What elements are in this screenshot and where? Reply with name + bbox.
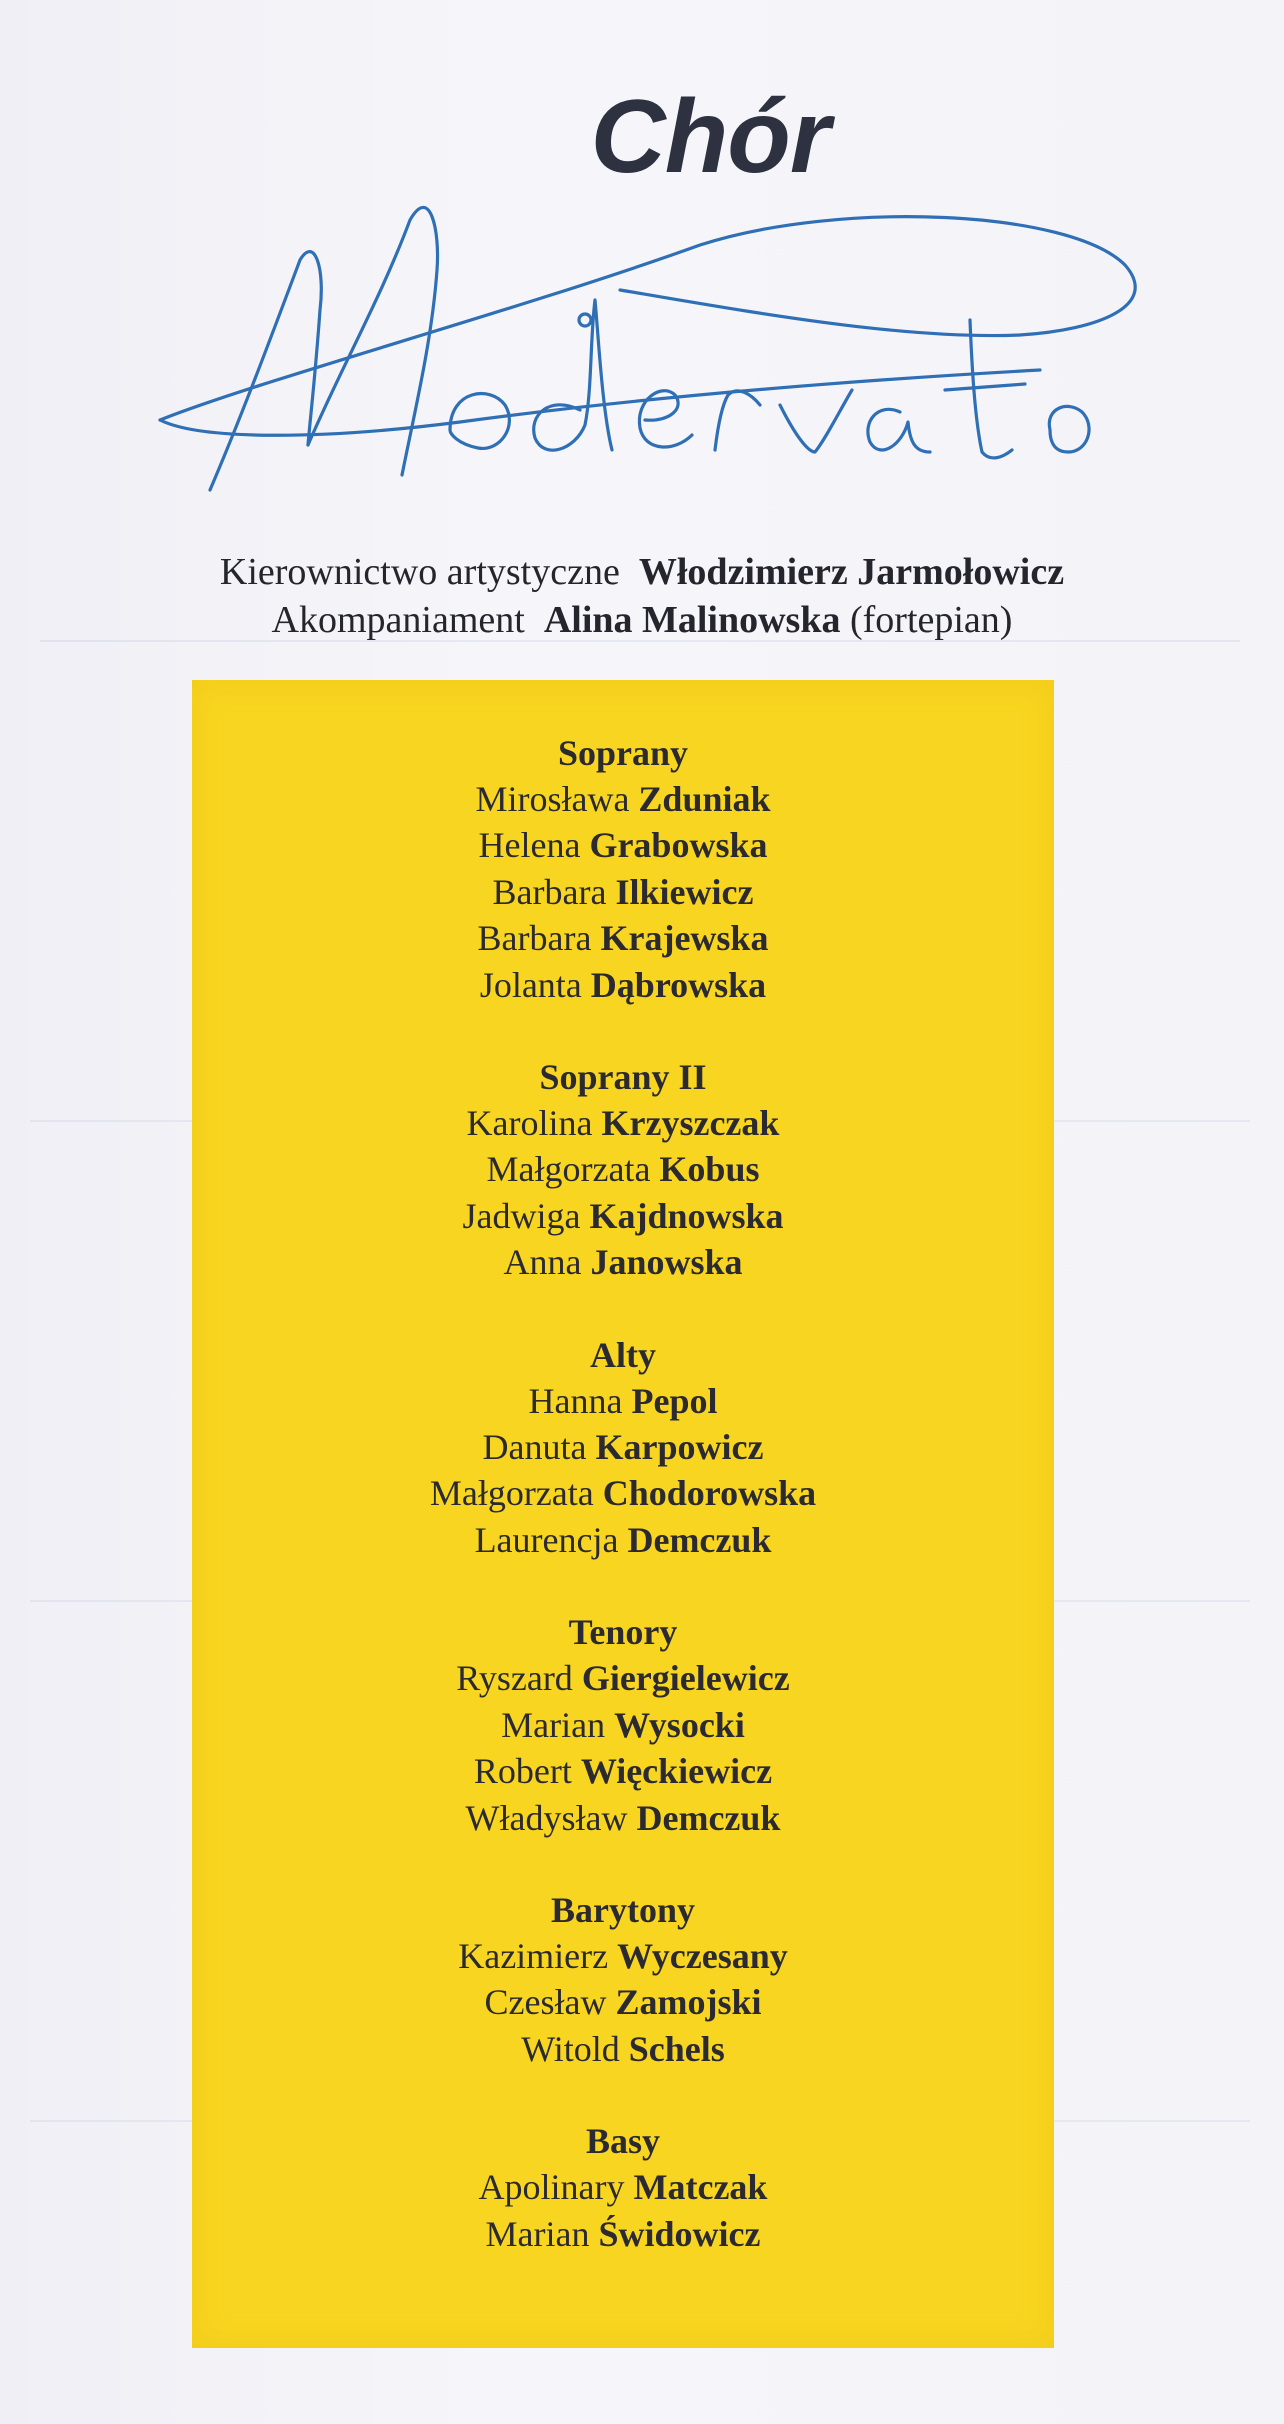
member-name	[192, 1100, 1054, 1146]
member-first-name: Laurencja	[474, 1519, 619, 1560]
member-name	[192, 869, 1054, 915]
member-surname: Giergielewicz	[581, 1658, 790, 1699]
member-first-name: Ryszard	[456, 1658, 573, 1699]
member-first-name: Helena	[478, 825, 581, 866]
moderato-signature	[140, 190, 1160, 530]
member-name	[192, 1748, 1054, 1794]
member-first-name: Jadwiga	[462, 1195, 581, 1236]
member-name	[192, 1470, 1054, 1516]
member-surname: Kajdnowska	[589, 1195, 784, 1236]
voice-section	[192, 1054, 1054, 1286]
voice-section	[192, 1887, 1054, 2072]
section-title: Alty	[590, 1334, 656, 1375]
member-name	[192, 1933, 1054, 1979]
member-first-name: Apolinary	[478, 2167, 625, 2208]
director-label: Kierownictwo artystyczne	[219, 551, 620, 593]
credits-block	[0, 548, 1284, 644]
member-surname: Janowska	[590, 1242, 743, 1283]
voice-section	[192, 1332, 1054, 1564]
section-title: Tenory	[568, 1612, 678, 1653]
member-surname: Demczuk	[636, 1797, 781, 1838]
member-surname: Zamojski	[615, 1982, 762, 2023]
member-name	[192, 776, 1054, 822]
member-name	[192, 2211, 1054, 2257]
member-surname: Kobus	[659, 1149, 760, 1190]
member-name	[192, 962, 1054, 1008]
member-first-name: Małgorzata	[429, 1473, 594, 1514]
member-surname: Wyczesany	[617, 1935, 788, 1976]
member-name	[192, 2164, 1054, 2210]
member-name	[192, 1239, 1054, 1285]
member-name	[192, 1424, 1054, 1470]
member-surname: Grabowska	[589, 825, 768, 866]
member-first-name: Hanna	[528, 1380, 623, 1421]
member-name	[192, 1193, 1054, 1239]
director-name: Włodzimierz Jarmołowicz	[638, 551, 1065, 593]
section-title: Soprany	[557, 733, 689, 773]
member-name	[192, 1979, 1054, 2025]
member-first-name: Karolina	[466, 1103, 593, 1144]
member-first-name: Marian	[501, 1704, 606, 1745]
member-first-name: Barbara	[477, 918, 592, 959]
accompanist-label: Akompaniament	[271, 599, 525, 641]
voice-sections	[192, 730, 1054, 2303]
voice-section	[192, 1609, 1054, 1841]
voice-section	[192, 2118, 1054, 2257]
member-first-name: Mirosława	[475, 779, 630, 819]
member-first-name: Witold	[521, 2028, 620, 2069]
member-surname: Schels	[628, 2028, 725, 2069]
section-title: Basy	[585, 2121, 661, 2162]
member-name	[192, 1378, 1054, 1424]
member-name	[192, 1146, 1054, 1192]
artistic-director-line	[0, 548, 1284, 596]
member-surname: Wysocki	[614, 1704, 745, 1745]
section-title: Barytony	[551, 1889, 695, 1930]
page-title: Chór	[590, 79, 830, 195]
member-name	[192, 2026, 1054, 2072]
member-name	[192, 1702, 1054, 1748]
member-surname: Dąbrowska	[590, 964, 767, 1005]
member-surname: Pepol	[631, 1380, 718, 1421]
member-name	[192, 1655, 1054, 1701]
member-surname: Karpowicz	[595, 1427, 764, 1468]
member-first-name: Anna	[503, 1242, 582, 1283]
accompanist-instrument: (fortepian)	[849, 599, 1013, 641]
member-surname: Zduniak	[638, 779, 771, 819]
member-surname: Krzyszczak	[601, 1103, 780, 1144]
member-surname: Więckiewicz	[580, 1751, 773, 1792]
member-surname: Demczuk	[627, 1519, 772, 1560]
member-name	[192, 1795, 1054, 1841]
member-first-name: Barbara	[492, 871, 607, 912]
member-first-name: Robert	[473, 1751, 572, 1792]
member-first-name: Czesław	[484, 1982, 607, 2023]
member-first-name: Małgorzata	[486, 1149, 651, 1190]
member-first-name: Jolanta	[479, 964, 582, 1005]
member-surname: Matczak	[633, 2167, 768, 2208]
member-surname: Ilkiewicz	[615, 871, 754, 912]
member-surname: Krajewska	[600, 918, 769, 959]
member-name	[192, 915, 1054, 961]
choir-roster-panel	[192, 680, 1054, 2348]
member-name	[192, 1517, 1054, 1563]
member-first-name: Marian	[485, 2213, 590, 2254]
member-first-name: Danuta	[482, 1427, 587, 1468]
voice-section	[192, 730, 1054, 1008]
member-first-name: Władysław	[465, 1797, 628, 1838]
member-first-name: Kazimierz	[458, 1935, 609, 1976]
member-surname: Chodorowska	[602, 1473, 817, 1514]
section-title: Soprany II	[539, 1057, 707, 1098]
accompanist-name: Alina Malinowska	[543, 599, 841, 641]
member-name	[192, 822, 1054, 868]
accompanist-line	[0, 596, 1284, 644]
member-surname: Świdowicz	[598, 2213, 761, 2254]
